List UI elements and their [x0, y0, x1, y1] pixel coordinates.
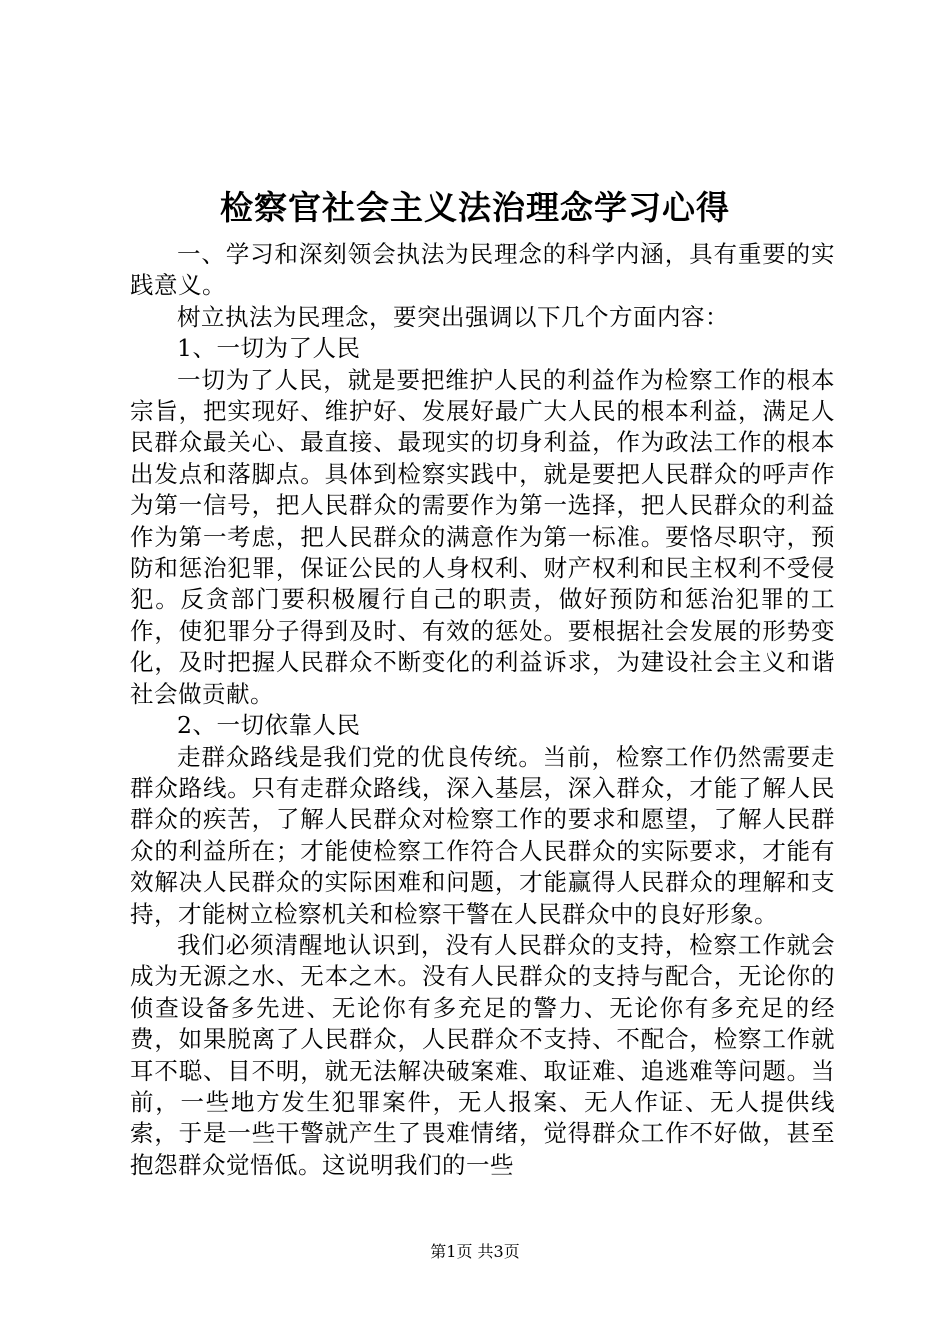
paragraph-section-2a: 走群众路线是我们党的优良传统。当前，检察工作仍然需要走群众路线。只有走群众路线，深入基层，深入群众，才能了解人民群众的疾苦，了解人民群众对检察工作的要求和愿望，了解人民群众的利益所在；才能使检察工作符合人民群众的实际要求，才能有效解决人民群众的实际困难和问题，才能赢得人民群众的理解和支持，才能树立检察机关和检察干警在人民群众中的良好形象。 — [130, 742, 835, 928]
section-heading-2: 2、一切依靠人民 — [177, 711, 361, 740]
page-footer: 第1页 共3页 — [430, 1242, 520, 1261]
paragraph-intro: 一、学习和深刻领会执法为民理念的科学内涵，具有重要的实践意义。 — [130, 240, 835, 300]
paragraph-section-2b: 我们必须清醒地认识到，没有人民群众的支持，检察工作就会成为无源之水、无本之木。没有人民群众的支持与配合，无论你的侦查设备多先进、无论你有多充足的警力、无论你有多充足的经费，如果脱离了人民群众，人民群众不支持、不配合，检察工作就耳不聪、目不明，就无法解决破案难、取证难、追逃难等问题。当前，一些地方发生犯罪案件，无人报案、无人作证、无人提供线索，于是一些干警就产生了畏难情绪，觉得群众工作不好做，甚至抱怨群众觉悟低。这说明我们的一些 — [130, 930, 835, 1179]
section-heading-1: 1、一切为了人民 — [177, 334, 361, 363]
document-title: 检察官社会主义法治理念学习心得 — [220, 188, 730, 227]
paragraph-lead: 树立执法为民理念，要突出强调以下几个方面内容： — [177, 302, 729, 331]
document-body — [130, 239, 835, 1181]
paragraph-section-1: 一切为了人民，就是要把维护人民的利益作为检察工作的根本宗旨，把实现好、维护好、发展好最广大人民的根本利益，满足人民群众最关心、最直接、最现实的切身利益，作为政法工作的根本出发点和落脚点。具体到检察实践中，就是要把人民群众的呼声作为第一信号，把人民群众的需要作为第一选择，把人民群众的利益作为第一考虑，把人民群众的满意作为第一标准。要恪尽职守，预防和惩治犯罪，保证公民的人身权利、财产权利和民主权利不受侵犯。反贪部门要积极履行自己的职责，做好预防和惩治犯罪的工作，使犯罪分子得到及时、有效的惩处。要根据社会发展的形势变化，及时把握人民群众不断变化的利益诉求，为建设社会主义和谐社会做贡献。 — [130, 365, 835, 708]
